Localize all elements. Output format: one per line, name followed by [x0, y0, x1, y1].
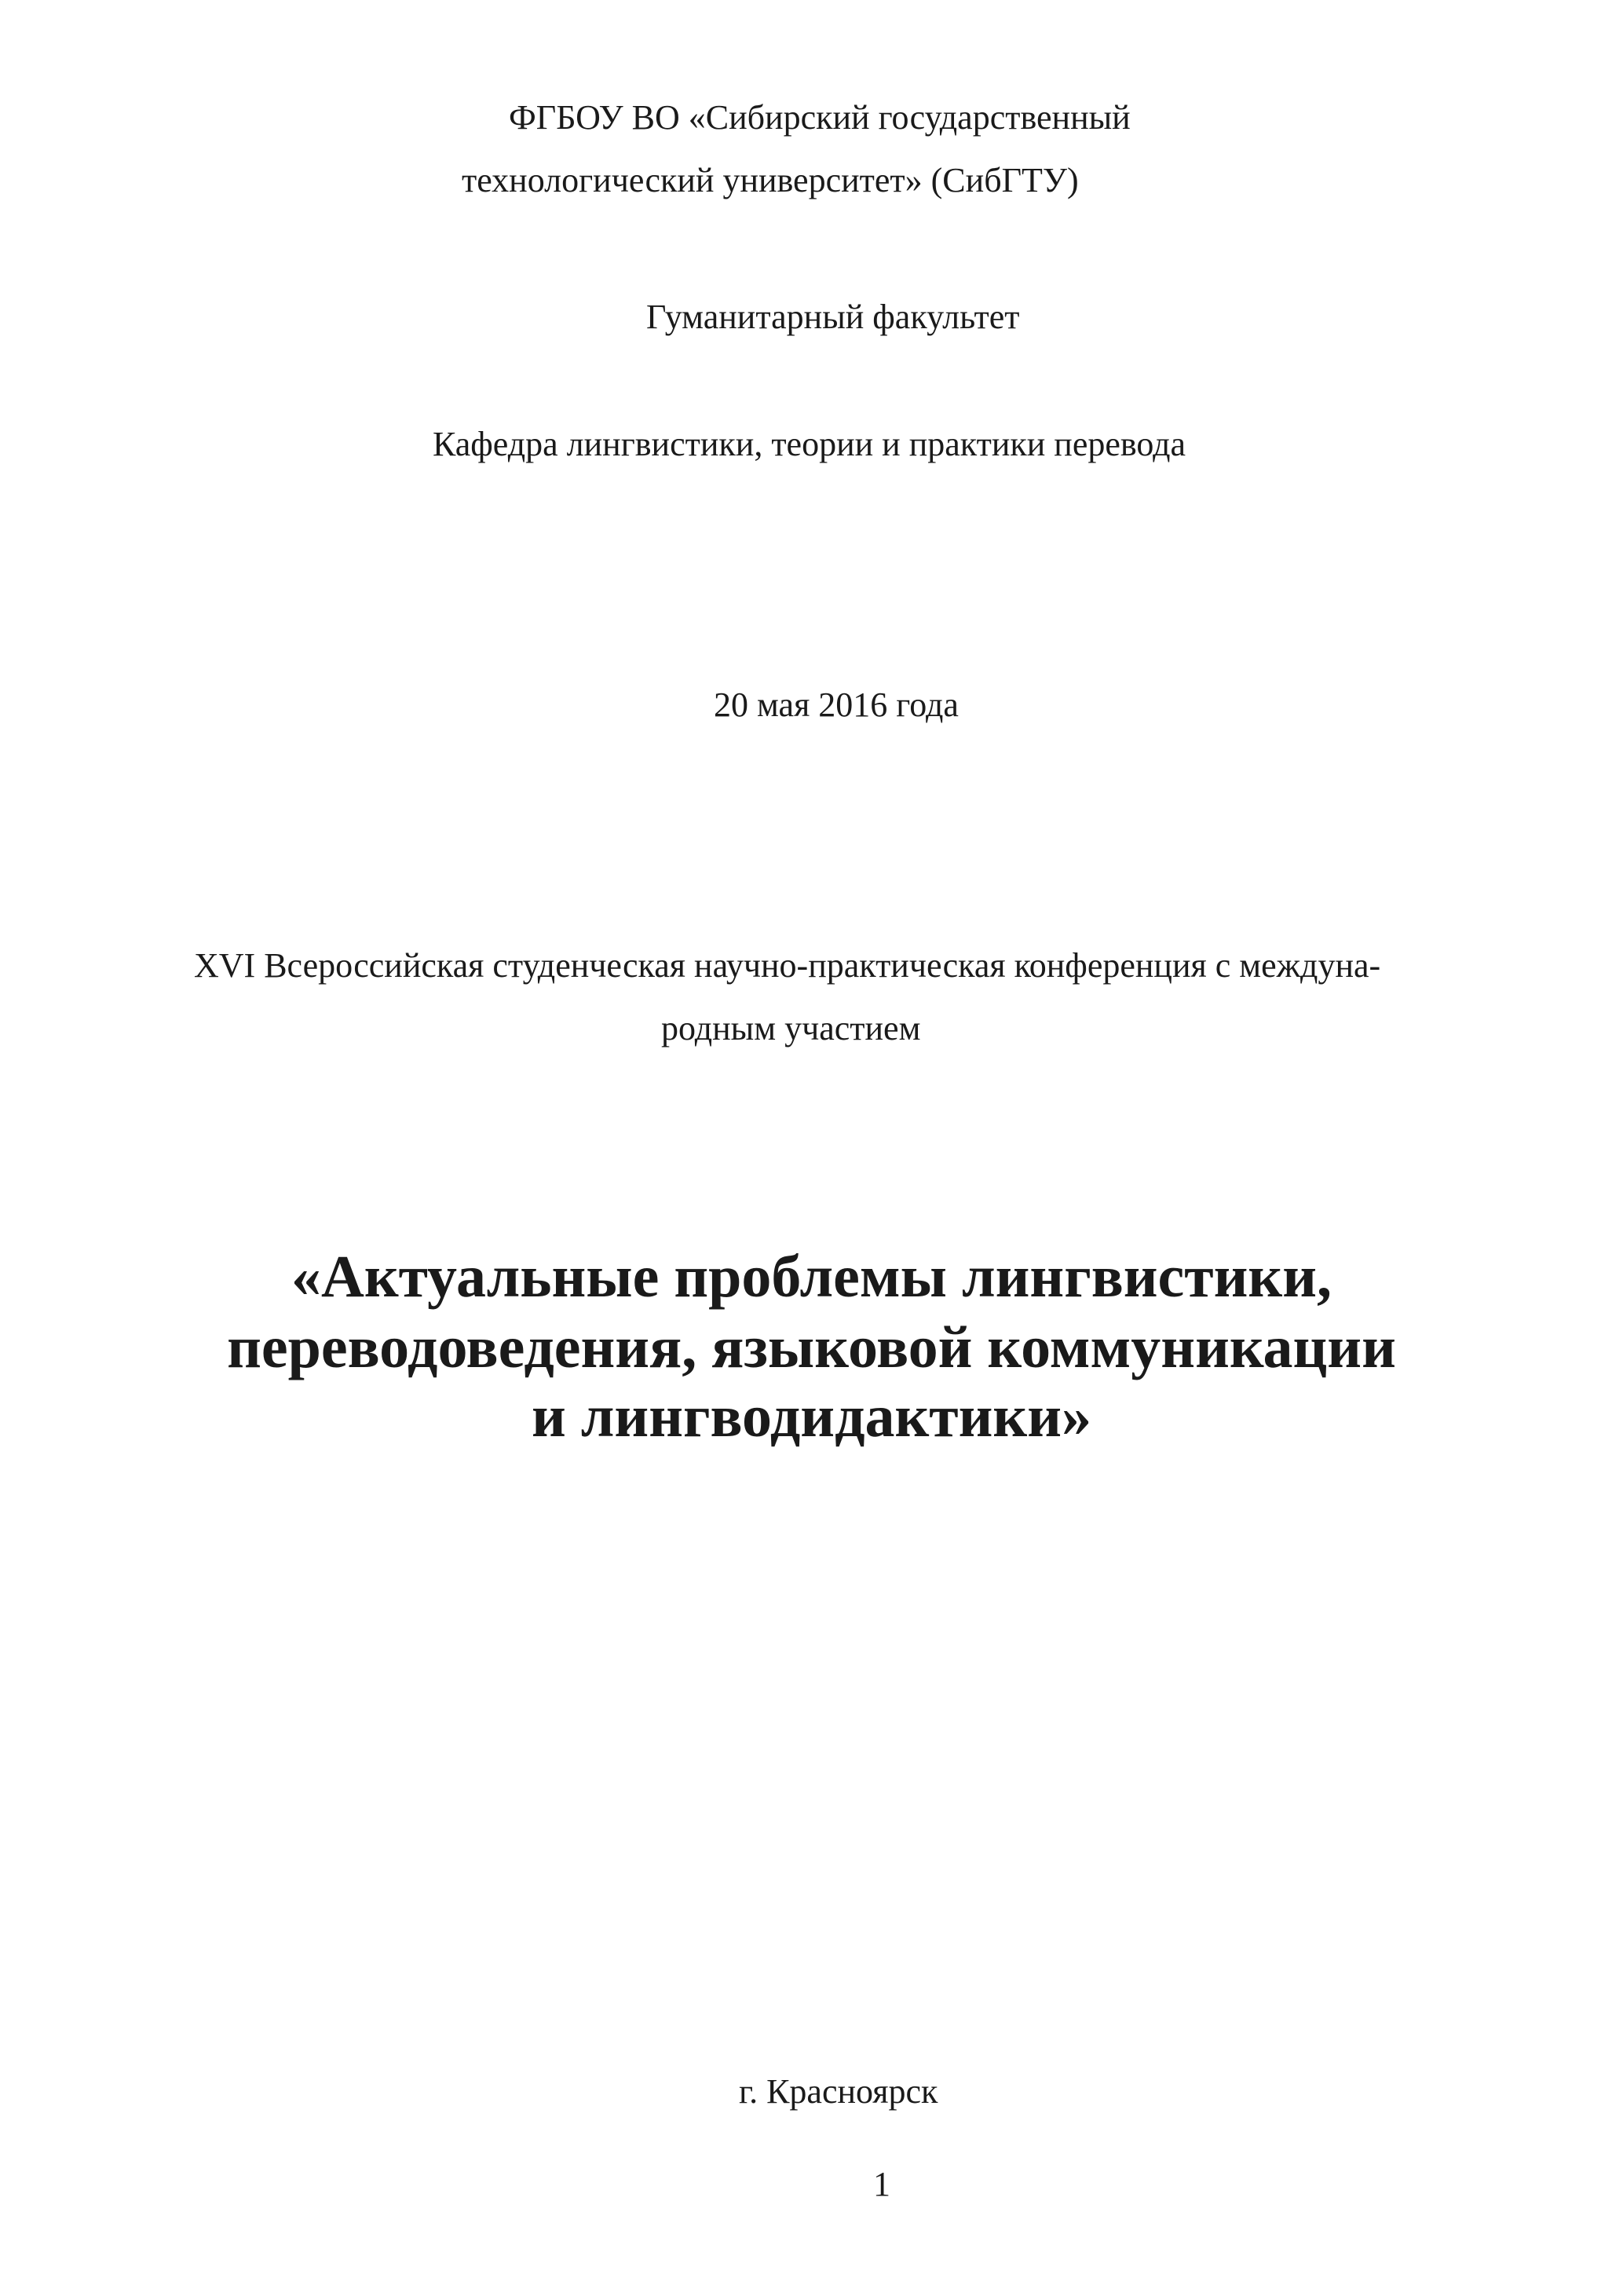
conference-description-line-1: XVI Всероссийская студенческая научно-практическая конференция с междуна- [194, 946, 1381, 985]
conference-description-line-2: родным участием [661, 1009, 921, 1047]
org-name-line-2: технологический университет» (СибГТУ) [462, 161, 1079, 199]
conference-title-line-3: и лингводидактики» [531, 1384, 1092, 1450]
org-name-line-1: ФГБОУ ВО «Сибирский государственный [509, 98, 1131, 137]
department-name: Кафедра лингвистики, теории и практики перевода [433, 425, 1186, 463]
conference-title-line-2: переводоведения, языковой коммуникации [227, 1314, 1396, 1380]
city-name: г. Красноярск [739, 2072, 938, 2111]
conference-title-line-1: «Актуальные проблемы лингвистики, [291, 1244, 1332, 1310]
conference-date: 20 мая 2016 года [714, 686, 959, 724]
page-number: 1 [873, 2165, 890, 2203]
faculty-name: Гуманитарный факультет [646, 298, 1020, 336]
